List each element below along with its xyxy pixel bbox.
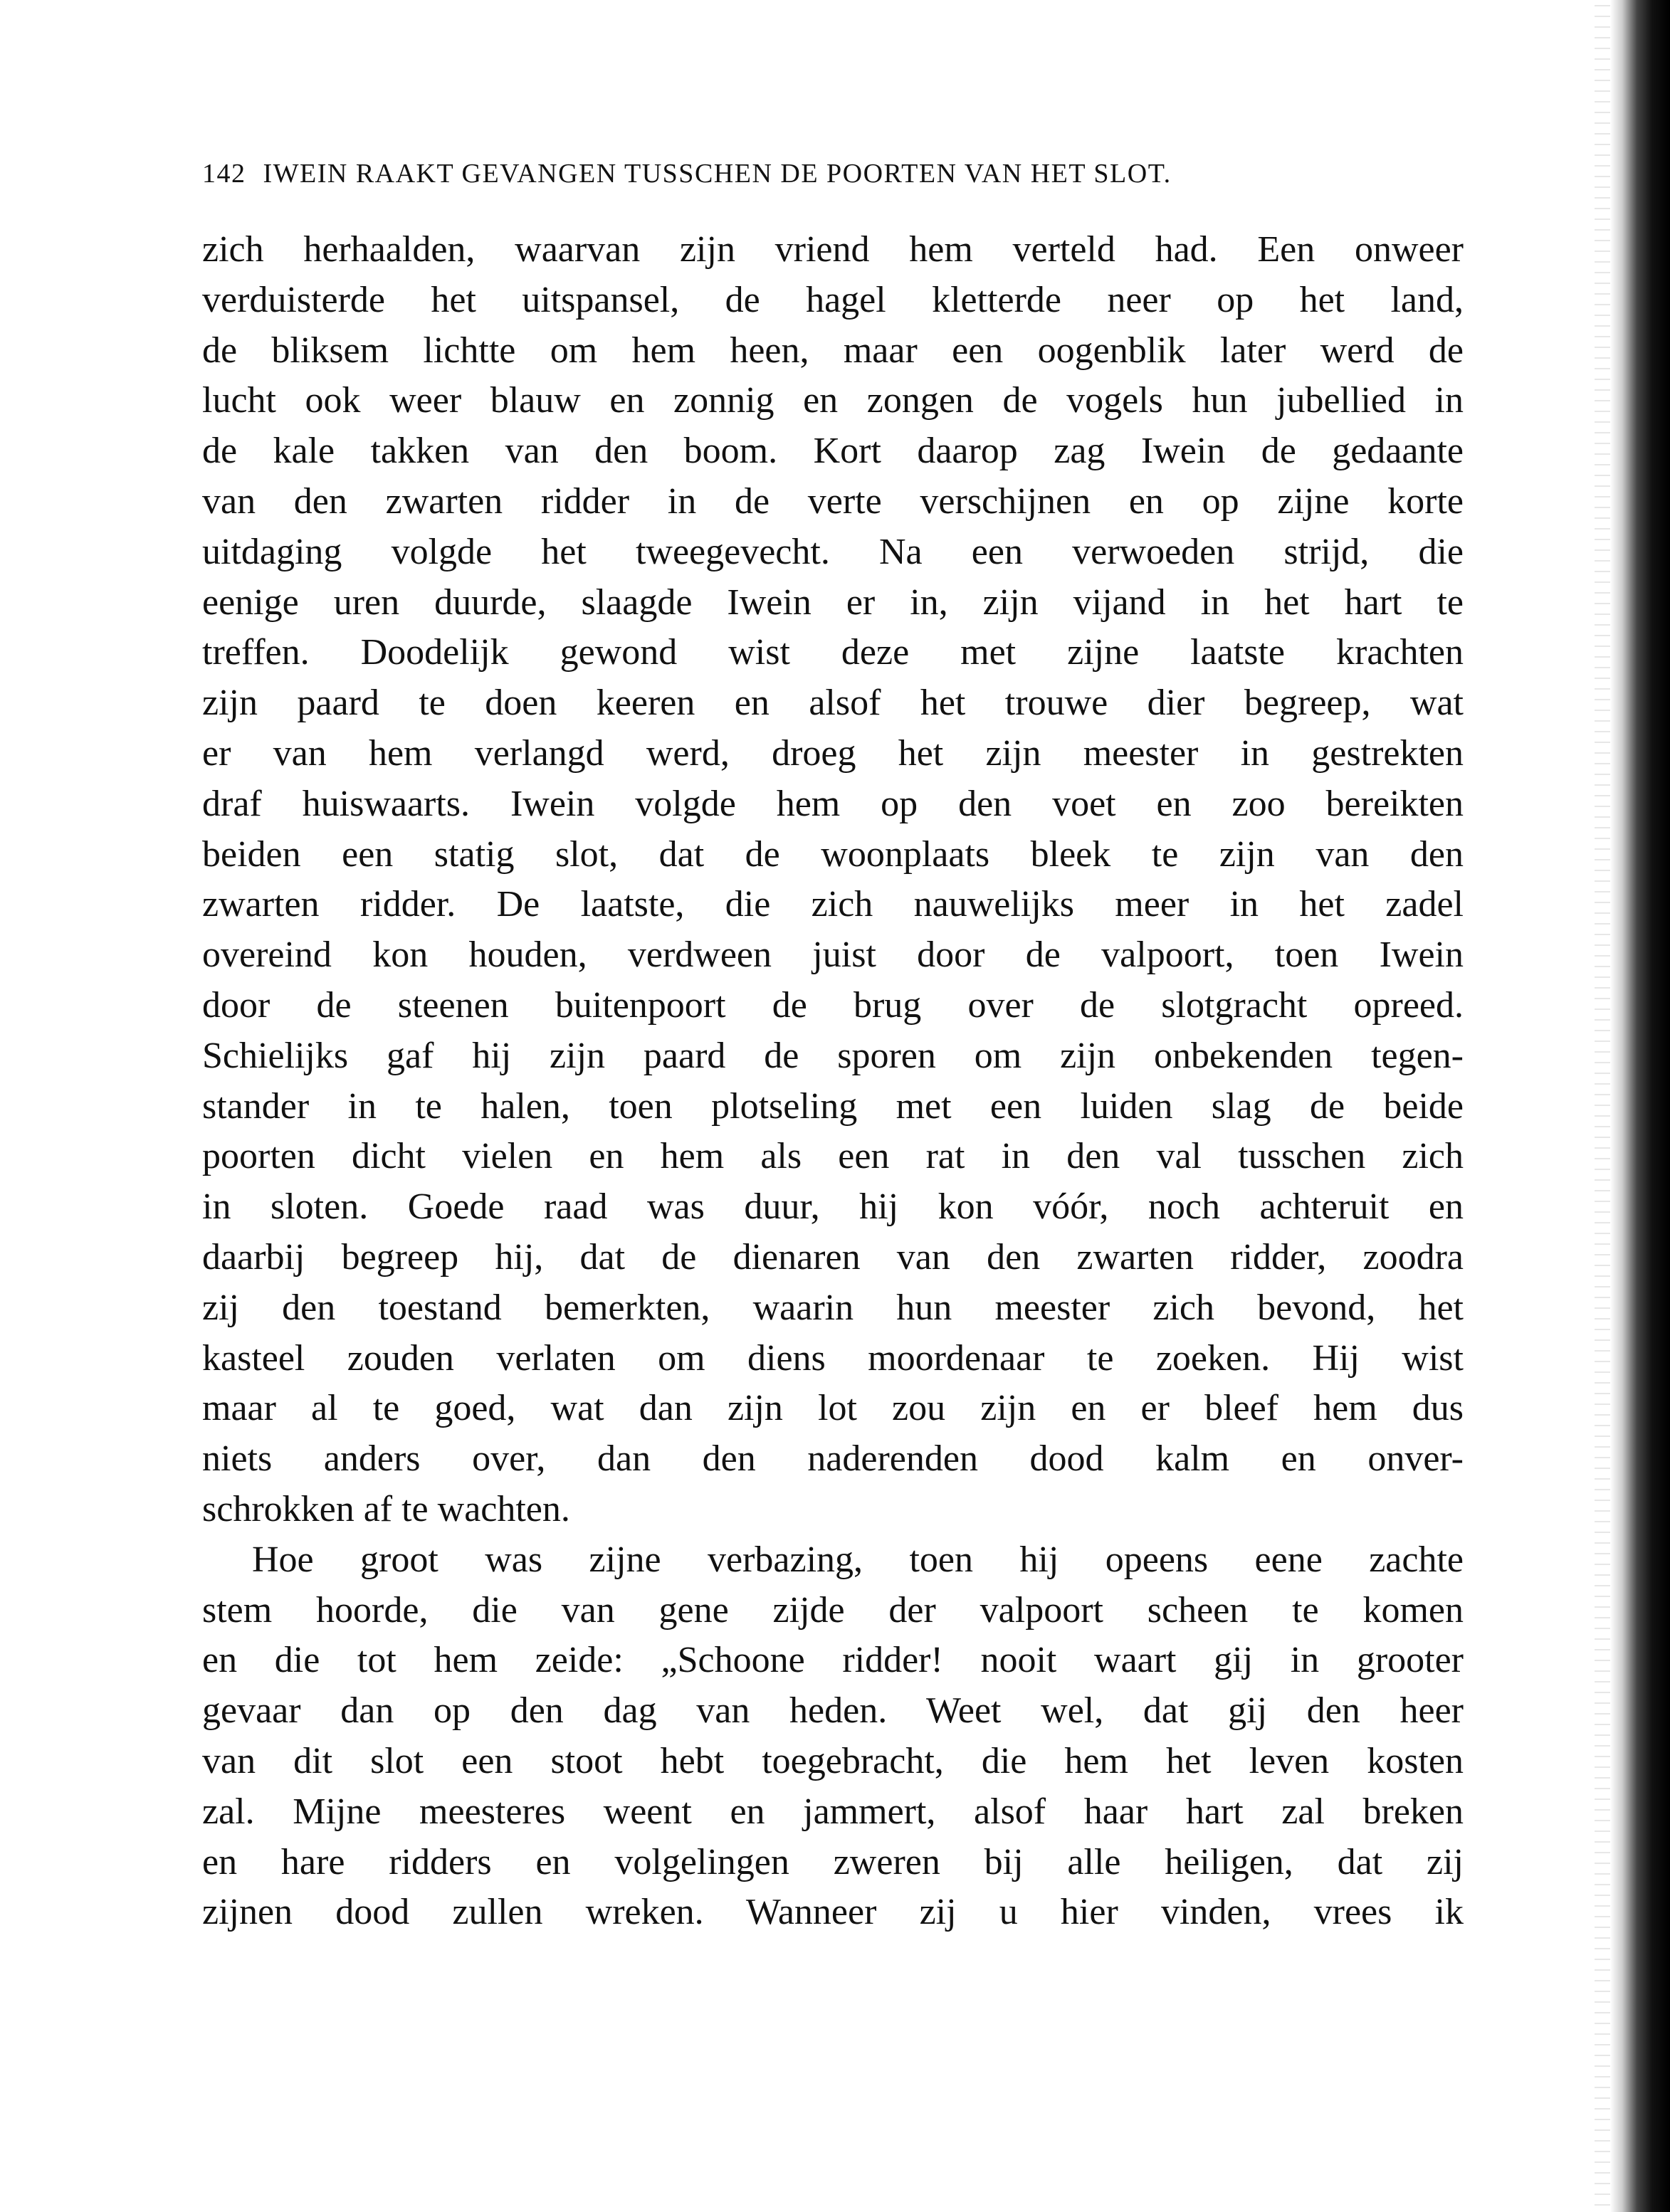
text-line: de bliksem lichtte om hem heen, maar een oogenblik later werd de (202, 330, 1464, 371)
text-line: Hoe groot was zijne verbazing, toen hij opeens eene zachte (252, 1539, 1464, 1580)
text-line: er van hem verlangd werd, droeg het zijn meester in gestrekten (202, 732, 1464, 774)
text-line: maar al te goed, wat dan zijn lot zou zijn en er bleef hem dus (202, 1388, 1464, 1429)
text-line: uitdaging volgde het tweegevecht. Na een verwoeden strijd, die (202, 531, 1464, 572)
text-line: en die tot hem zeide: „Schoone ridder! nooit waart gij in grooter (202, 1640, 1464, 1681)
text-line: door de steenen buitenpoort de brug over de slotgracht opreed. (202, 984, 1464, 1026)
text-line: gevaar dan op den dag van heden. Weet wel, dat gij den heer (202, 1690, 1464, 1732)
text-line: de kale takken van den boom. Kort daarop zag Iwein de gedaante (202, 431, 1464, 472)
text-line: in sloten. Goede raad was duur, hij kon vóór, noch achteruit en (202, 1186, 1464, 1228)
text-line: eenige uren duurde, slaagde Iwein er in, zijn vijand in het hart te (202, 581, 1464, 623)
text-line: zich herhaalden, waarvan zijn vriend hem verteld had. Een onweer (202, 229, 1464, 270)
text-line: niets anders over, dan den naderenden dood kalm en onver- (202, 1438, 1464, 1480)
text-line: poorten dicht vielen en hem als een rat in den val tusschen zich (202, 1136, 1464, 1177)
text-line: en hare ridders en volgelingen zweren bij alle heiligen, dat zij (202, 1841, 1464, 1882)
body-text (202, 225, 1464, 1938)
text-line: zwarten ridder. De laatste, die zich nauwelijks meer in het zadel (202, 884, 1464, 925)
text-line: Schielijks gaf hij zijn paard de sporen om zijn onbekenden tegen- (202, 1035, 1464, 1076)
text-line: stem hoorde, die van gene zijde der valpoort scheen te komen (202, 1589, 1464, 1631)
running-title: IWEIN RAAKT GEVANGEN TUSSCHEN DE POORTEN VAN HET SLOT. (263, 159, 1172, 189)
text-line: zal. Mijne meesteres weent en jammert, alsof haar hart zal breken (202, 1791, 1464, 1832)
text-line: zij den toestand bemerkten, waarin hun meester zich bevond, het (202, 1287, 1464, 1328)
text-line: zijnen dood zullen wreken. Wanneer zij u hier vinden, vrees ik (202, 1892, 1464, 1933)
text-line: van dit slot een stoot hebt toegebracht, die hem het leven kosten (202, 1740, 1464, 1781)
text-line: treffen. Doodelijk gewond wist deze met zijne laatste krachten (202, 632, 1464, 673)
text-line: schrokken af te wachten. (202, 1488, 570, 1529)
text-line: overeind kon houden, verdween juist door de valpoort, toen Iwein (202, 934, 1464, 976)
text-line: daarbij begreep hij, dat de dienaren van den zwarten ridder, zoodra (202, 1236, 1464, 1278)
text-line: kasteel zouden verlaten om diens moordenaar te zoeken. Hij wist (202, 1337, 1464, 1379)
text-line: verduisterde het uitspansel, de hagel kletterde neer op het land, (202, 279, 1464, 320)
text-line: draf huiswaarts. Iwein volgde hem op den voet en zoo bereikten (202, 783, 1464, 824)
text-line: beiden een statig slot, dat de woonplaats bleek te zijn van den (202, 833, 1464, 875)
text-line: stander in te halen, toen plotseling met een luiden slag de beide (202, 1085, 1464, 1127)
scan-border-shadow (1610, 0, 1670, 2212)
running-header (202, 158, 1464, 189)
page-number: 142 (202, 159, 246, 189)
text-line: zijn paard te doen keeren en alsof het trouwe dier begreep, wat (202, 683, 1464, 724)
text-line: lucht ook weer blauw en zonnig en zongen de vogels hun jubellied in (202, 380, 1464, 421)
text-line: van den zwarten ridder in de verte verschijnen en op zijne korte (202, 480, 1464, 522)
